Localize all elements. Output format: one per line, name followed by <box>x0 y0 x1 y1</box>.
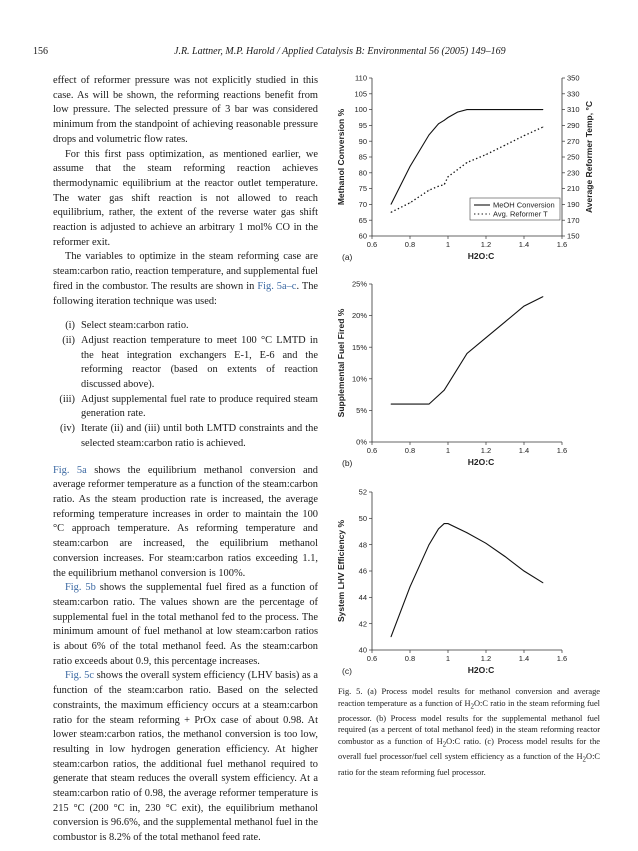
step-number: (iii) <box>59 393 75 405</box>
paragraph-2: For this first pass optimization, as mentioned earlier, we assume that the steam reforming reaction achieves thermodynamic equilibrium at the reactor outlet temperature. The water gas shift reaction is not allowed to reach equilibrium, rather, the extent of the reverse water gas shift reaction is adjusted to achieve an arbitrary 1 mol% CO in the reformer exit. <box>53 148 318 248</box>
y2-tick-label: 350 <box>567 73 580 83</box>
y-tick-label: 52 <box>358 487 367 497</box>
y2-tick-label: 230 <box>567 168 580 178</box>
x-tick-label: 1.6 <box>556 446 568 455</box>
data-point <box>543 296 544 297</box>
chart-5b-svg <box>330 278 600 474</box>
x-tick-label: 0.6 <box>366 654 378 663</box>
caption-subscript: 2 <box>470 702 474 711</box>
y-tick-label: 42 <box>358 619 367 629</box>
data-point <box>448 523 449 524</box>
data-point <box>486 543 487 544</box>
step-text: Adjust supplemental fuel rate to produce required steam generation rate. <box>81 393 318 420</box>
x-tick-label: 1 <box>445 240 451 249</box>
x-tick-label: 1.4 <box>518 654 530 663</box>
x-axis-label: H2O:C <box>467 665 495 675</box>
caption-part: O:C ratio for the steam reforming fuel processor. <box>338 752 600 777</box>
paragraph-5 <box>53 581 318 669</box>
paragraph-3 <box>53 250 318 309</box>
y-tick-label: 75 <box>358 184 367 194</box>
y-tick-label: 60 <box>358 231 367 241</box>
y-tick-label: 100 <box>354 105 367 115</box>
paragraph-1: effect of reformer pressure was not explicitly studied in this case. As will be shown, the reforming reactions benefit from low pressure. The selected pressure of 3 bar was considered minimum from the standpoint of achieving reasonable pressure drops and volumetric flow rates. <box>53 75 318 145</box>
caption-part: Fig. 5. (a) Process model results for methanol conversion and average reaction temperature as a function of H <box>338 687 600 708</box>
caption-part: O:C ratio. (c) Process model results for the overall fuel processor/fuel cell system efficiency as a function of the H <box>338 737 600 762</box>
y-tick-label: 48 <box>358 540 367 550</box>
data-point <box>505 109 506 110</box>
x-tick-label: 1.6 <box>556 240 568 249</box>
data-point <box>524 571 525 572</box>
x-tick-label: 1 <box>445 446 451 455</box>
panel-label: (a) <box>342 252 353 262</box>
step-number: (iv) <box>59 423 75 435</box>
step-number: (ii) <box>62 334 75 346</box>
y-tick-label: 40 <box>358 645 367 655</box>
data-point <box>467 353 468 354</box>
paragraph-4 <box>53 464 318 582</box>
x-tick-label: 1.2 <box>480 240 492 249</box>
data-point <box>391 212 392 213</box>
y-tick-label: 65 <box>358 215 367 225</box>
panel-label: (c) <box>342 666 352 676</box>
series-line <box>391 524 543 637</box>
data-point <box>444 120 445 121</box>
y-tick-label: 50 <box>358 513 367 523</box>
data-point <box>391 404 392 405</box>
paragraph-6 <box>53 669 318 845</box>
caption-subscript: 2 <box>442 740 447 749</box>
chart-5a-svg <box>330 72 600 272</box>
y2-tick-label: 170 <box>567 215 580 225</box>
y2-tick-label: 330 <box>567 89 580 99</box>
y-tick-label: 80 <box>358 168 367 178</box>
x-tick-label: 0.8 <box>404 446 416 455</box>
x-tick-label: 0.6 <box>366 446 378 455</box>
fig-5a-link[interactable]: Fig. 5a <box>53 464 87 476</box>
chart-5c-svg <box>330 482 600 682</box>
y-tick-label: 70 <box>358 200 367 209</box>
step-text: Adjust reaction temperature to meet 100 °C LMTD in the heat integration exchangers E-1, E-6 and the reforming reactor (based on extents of reaction discussed above). <box>81 334 318 391</box>
paragraph-4-text: shows the equilibrium methanol conversion and average reformer temperature as a function of the steam:carbon ratio. As the steam production rate is increased, the average reforming temperature increases in order to maintain the 100 °C approach temperature. As reforming temperature and steam:carbon are increased, the equilibrium methanol conversion increases. For steam:carbon ratios exceeding 1.1, the equilibrium methanol conversion is 100%. <box>53 464 318 579</box>
y2-tick-label: 290 <box>567 121 580 130</box>
y2-tick-label: 210 <box>567 184 580 194</box>
x-tick-label: 1.6 <box>556 654 568 663</box>
data-point <box>467 532 468 533</box>
chart-5c <box>330 482 600 682</box>
y-tick-label: 5% <box>356 406 367 415</box>
y-axis-label: Supplemental Fuel Fired % <box>336 308 346 418</box>
data-point <box>429 544 430 545</box>
fig-5-link[interactable]: Fig. 5a–c <box>257 280 297 292</box>
x-tick-label: 0.6 <box>366 240 378 249</box>
paragraph-5-text: shows the supplemental fuel fired as a function of steam:carbon ratio. The values shown are the percentage of supplemental fuel in the total methanol fed to the process. The minimum amount of fuel methanol at low steam:carbon ratios is about 6% of the total methanol feed. As the steam:carbon ratio exceeds about 0.9, this percentage increases. <box>53 582 318 667</box>
data-point <box>524 135 525 136</box>
y-tick-label: 0% <box>356 437 367 447</box>
fig-5b-link[interactable]: Fig. 5b <box>65 582 96 594</box>
data-point <box>429 404 430 405</box>
data-point <box>486 109 487 110</box>
data-point <box>505 556 506 557</box>
x-tick-label: 1.2 <box>480 446 492 455</box>
y-tick-label: 110 <box>355 73 367 83</box>
data-point <box>438 186 439 187</box>
caption-part: O:C ratio in the steam reforming fuel processor. (b) Process model results for the supplemental methanol fuel required (as a percent of total methanol feed) in the steam reforming reactor combustor as a function of H <box>338 698 600 747</box>
x-tick-label: 1 <box>445 654 451 663</box>
data-point <box>524 306 525 307</box>
data-point <box>505 145 506 146</box>
data-point <box>486 337 487 338</box>
y-tick-label: 46 <box>358 566 367 576</box>
data-point <box>410 586 411 587</box>
data-point <box>444 390 445 391</box>
chart-5a <box>330 72 600 272</box>
y-tick-label: 20% <box>351 311 367 321</box>
y2-tick-label: 190 <box>567 200 580 209</box>
x-tick-label: 0.8 <box>404 240 416 249</box>
y-tick-label: 105 <box>354 89 367 99</box>
y-tick-label: 85 <box>358 152 367 162</box>
data-point <box>543 582 544 583</box>
data-point <box>410 202 411 203</box>
running-header: J.R. Lattner, M.P. Harold / Applied Catalysis B: Environmental 56 (2005) 149–169 <box>174 46 506 57</box>
data-point <box>457 112 458 113</box>
data-point <box>448 117 449 118</box>
caption-subscript: 2 <box>582 755 587 764</box>
series-line <box>391 110 543 205</box>
y-axis-label: Methanol Conversion % <box>336 108 346 206</box>
data-point <box>429 134 430 135</box>
data-point <box>444 523 445 524</box>
data-point <box>543 109 544 110</box>
data-point <box>444 184 445 185</box>
panel-label: (b) <box>342 458 353 468</box>
data-point <box>486 154 487 155</box>
data-point <box>429 190 430 191</box>
y-tick-label: 90 <box>358 136 367 146</box>
step-item <box>53 334 318 393</box>
data-point <box>448 176 449 177</box>
body-text <box>53 74 318 846</box>
series-line <box>391 297 543 405</box>
step-item <box>53 393 318 422</box>
data-point <box>467 162 468 163</box>
x-axis-label: H2O:C <box>467 457 495 467</box>
data-point <box>505 322 506 323</box>
y2-tick-label: 310 <box>567 105 580 115</box>
chart-5b <box>330 278 600 474</box>
y-tick-label: 15% <box>351 342 367 352</box>
x-tick-label: 1.4 <box>518 446 530 455</box>
step-item <box>53 422 318 451</box>
data-point <box>438 123 439 124</box>
data-point <box>410 166 411 167</box>
data-point <box>543 127 544 128</box>
legend-label: Avg. Reformer T <box>493 209 548 219</box>
x-tick-label: 0.8 <box>404 654 416 663</box>
y2-tick-label: 150 <box>567 231 580 241</box>
y2-tick-label: 270 <box>567 136 580 146</box>
paragraph-3-text: The variables to optimize in the steam reforming case are steam:carbon ratio, reaction temperature, and supplemental fuel fired in the combustor. The results are shown in <box>53 251 318 292</box>
fig-5c-link[interactable]: Fig. 5c <box>65 670 94 682</box>
x-tick-label: 1.2 <box>480 654 492 663</box>
y-tick-label: 25% <box>351 279 367 289</box>
y-axis-label: System LHV Efficiency % <box>336 519 346 623</box>
y-tick-label: 95 <box>358 121 367 130</box>
step-text: Select steam:carbon ratio. <box>81 320 189 332</box>
data-point <box>467 109 468 110</box>
paragraph-3-tail: . The following iteration technique was used: <box>53 280 319 307</box>
data-point <box>410 404 411 405</box>
figure-caption <box>338 686 600 778</box>
step-item <box>53 319 318 334</box>
step-number: (i) <box>65 320 75 332</box>
y-tick-label: 44 <box>358 592 367 602</box>
data-point <box>391 636 392 637</box>
iteration-steps <box>53 319 318 451</box>
x-axis-label: H2O:C <box>467 251 495 261</box>
y-tick-label: 10% <box>351 374 367 384</box>
x-tick-label: 1.4 <box>518 240 530 249</box>
data-point <box>391 204 392 205</box>
y2-axis-label: Average Reformer Temp, °C <box>584 100 594 214</box>
page-number: 156 <box>33 46 48 57</box>
data-point <box>438 528 439 529</box>
step-text: Iterate (ii) and (iii) until both LMTD constraints and the selected steam:carbon ratio is achieved. <box>81 423 318 449</box>
legend-label: MeOH Conversion <box>493 200 555 210</box>
data-point <box>524 109 525 110</box>
paragraph-6-text: shows the overall system efficiency (LHV basis) as a function of the steam:carbon ratio. Based on the selected constraints, the maximum efficiency occurs at a steam:carbon ratio for the steam reforming + PrOx case of about 0.98. At lower steam:carbon ratios, the methanol conversion is too low, resulting in low hydrogen generation efficiency. At higher steam:carbon ratios, the additional fuel methanol required to generate that steam reduces the overall system efficiency. At a steam:carbon ratio of 0.98, the average reformer temperature is 215 °C (200 °C in, 230 °C exit), the equilibrium methanol conversion is 96.6%, and the supplemental methanol fuel in the combustor is 8.2% of the total methanol feed rate. <box>53 670 318 844</box>
y2-tick-label: 250 <box>567 152 580 162</box>
